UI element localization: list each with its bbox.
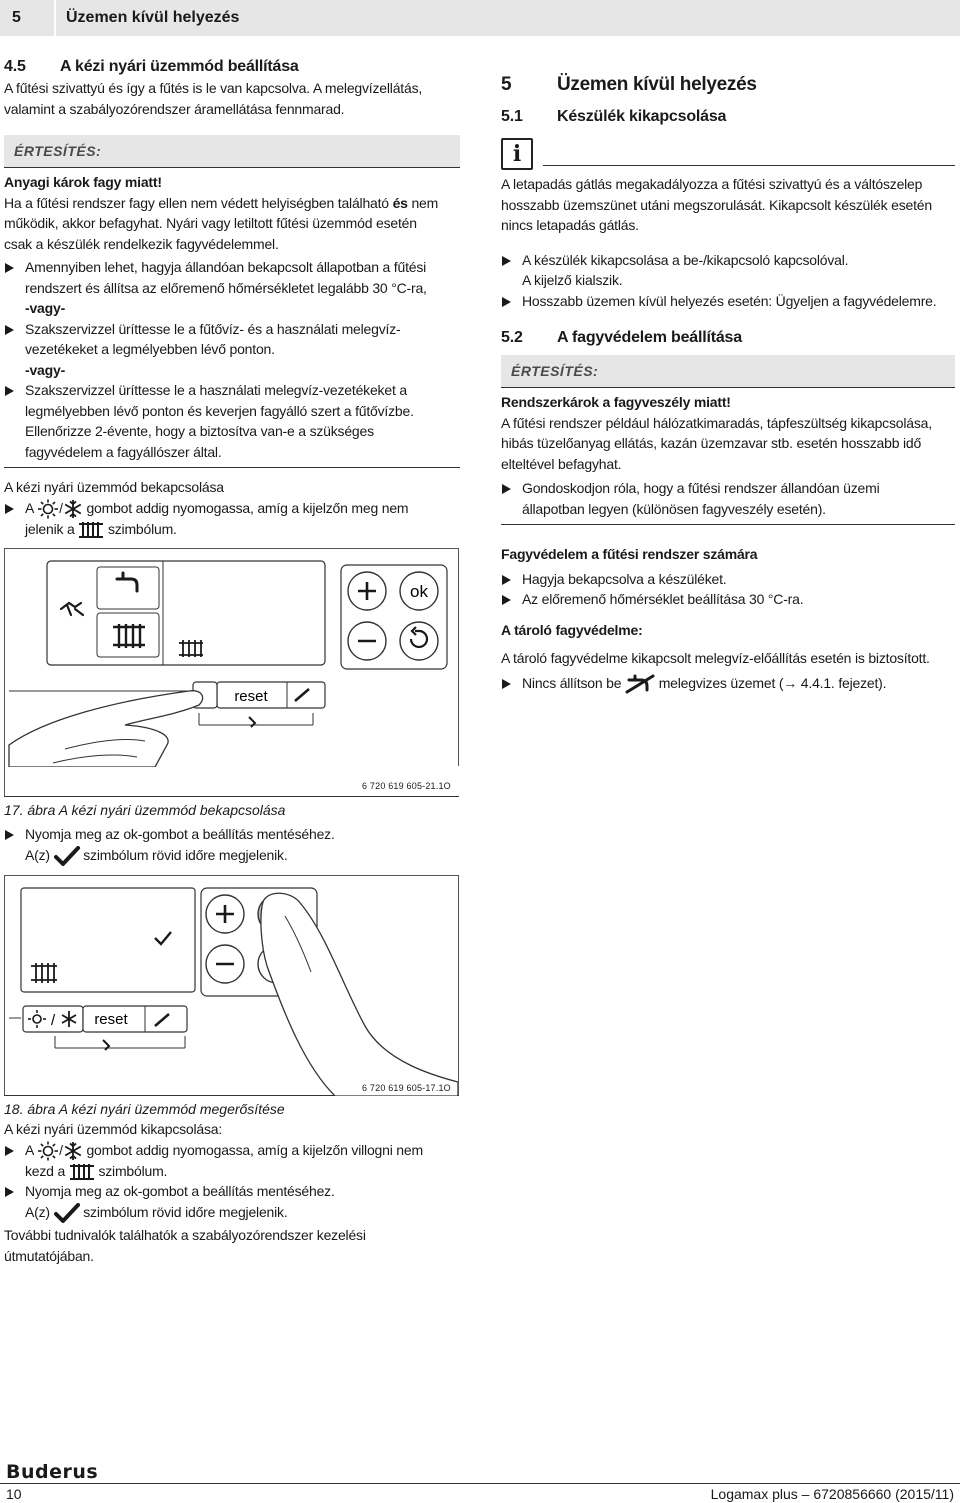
figure-18-ref: 6 720 619 605-17.1O <box>362 1083 451 1094</box>
notice-label: ÉRTESÍTÉS: <box>501 355 955 387</box>
left-column <box>4 56 460 1266</box>
figure-17 <box>4 548 459 766</box>
notice-steps <box>501 478 955 519</box>
section-number: 4.5 <box>4 58 26 75</box>
sun-icon <box>37 499 59 519</box>
notice-text: hibás tüzelőanyag ellátás, kazán üzemzavar stb. esetén hosszabb idő <box>501 435 922 451</box>
info-text: hosszabb üzemszünet utáni megszorulását. Kikapcsolt készülék esetén <box>501 196 932 213</box>
section-5-1-heading: 5.1 Készülék kikapcsolása <box>501 108 727 125</box>
step-item: Amennyiben lehet, hagyja állandóan bekapcsolt állapotban a fűtési rendszert és állítsa az előremenő hőmérsékletet legalább 30 °C-ra, <box>4 257 460 298</box>
section-5-2-heading: 5.2 A fagyvédelem beállítása <box>501 329 742 346</box>
figure-18 <box>4 875 459 1095</box>
page-number: 10 <box>6 1486 22 1502</box>
step-item: Szakszervizzel üríttesse le a használati melegvíz-vezetékeket a legmélyebben lévő ponton és keverjen fagyálló szert a fűtővízbe. Ellenőrizze 2-évente, hogy a biztosítva van-e a szükséges fagyvédelem a fagyállószer által. <box>4 380 460 462</box>
intro-line: valamint a szabályozórendszer áramellátása fennmarad. <box>4 100 345 117</box>
or-separator: -vagy- <box>25 361 66 378</box>
step-item: Nyomja meg az ok-gombot a beállítás mentéséhez. A(z) szimbólum rövid időre megjelenik. <box>4 1181 460 1223</box>
section-4-5-heading <box>4 56 460 78</box>
section-5-heading: 5 Üzemen kívül helyezés <box>501 74 757 95</box>
info-text: A letapadás gátlás megakadályozza a fűtési szivattyú és a váltószelep <box>501 176 923 192</box>
notice-text: Ha a fűtési rendszer fagy ellen nem védett helyiségben található és nem <box>4 194 439 211</box>
notice-text: A fűtési rendszer például hálózatkimaradás, tápfeszültség kikapcsolása, <box>501 414 932 431</box>
header-section-number: 5 <box>0 0 56 36</box>
radiator-icon <box>78 521 104 539</box>
checkmark-icon <box>54 1203 80 1223</box>
footer-divider <box>0 1483 960 1484</box>
notice-title: Rendszerkárok a fagyveszély miatt! <box>501 394 731 410</box>
save-steps <box>4 824 460 866</box>
info-notice <box>501 138 955 170</box>
sun-icon <box>37 1141 59 1161</box>
boiler-confirm-illustration <box>5 876 458 1096</box>
notice-label: ÉRTESÍTÉS: <box>4 135 460 167</box>
notice-title: Anyagi károk fagy miatt! <box>4 174 162 190</box>
step-item: A / gombot addig nyomogassa, amíg a kijelzőn villogni nem kezd a szimbólum. <box>4 1140 460 1182</box>
more-info-line: További tudnivalók találhatók a szabályozórendszer kezelési <box>4 1227 366 1244</box>
heating-frost-title: Fagyvédelem a fűtési rendszer számára <box>501 546 758 562</box>
notice-divider <box>4 167 460 168</box>
snowflake-icon <box>63 499 83 519</box>
arrow-icon: → <box>783 674 798 691</box>
buderus-logo: Buderus <box>6 1461 99 1483</box>
step-item: A / gombot addig nyomogassa, amíg a kijelzőn meg nem jelenik a szimbólum. <box>4 498 460 540</box>
notice-text: elteltével befagyhat. <box>501 455 622 472</box>
tank-frost-steps <box>501 673 955 694</box>
radiator-icon <box>69 1163 95 1181</box>
more-info-line: útmutatójában. <box>4 1247 94 1264</box>
boiler-control-panel-illustration <box>5 549 458 767</box>
figure-17-ref: 6 720 619 605-21.1O <box>362 781 451 792</box>
step-item: Nyomja meg az ok-gombot a beállítás mentéséhez. A(z) szimbólum rövid időre megjelenik. <box>4 824 460 866</box>
notice-text: működik, akkor befagyhat. Nyári vagy letiltott fűtési üzemmód esetén <box>4 215 417 231</box>
figure-18-caption: 18. ábra A kézi nyári üzemmód megerősítése <box>4 1101 285 1118</box>
reset-button-label: reset <box>234 688 268 706</box>
figure-17-caption: 17. ábra A kézi nyári üzemmód bekapcsolása <box>4 802 286 819</box>
step-item: Hosszabb üzemen kívül helyezés esetén: Ügyeljen a fagyvédelemre. <box>501 291 955 312</box>
on-title: A kézi nyári üzemmód bekapcsolása <box>4 479 224 495</box>
svg-text:/: / <box>51 1012 56 1030</box>
step-item: Az előremenő hőmérséklet beállítása 30 °C-ra. <box>501 589 955 610</box>
frost-steps <box>4 257 460 462</box>
off-title: A kézi nyári üzemmód kikapcsolása: <box>4 1121 223 1138</box>
tap-crossed-icon <box>625 674 655 694</box>
tank-frost-text: A tároló fagyvédelme kikapcsolt melegvíz-előállítás esetén is biztosított. <box>501 650 930 666</box>
info-divider <box>543 165 955 166</box>
page-header <box>0 0 960 36</box>
header-section-title: Üzemen kívül helyezés <box>66 9 240 26</box>
heating-frost-steps <box>501 569 955 610</box>
right-column <box>501 72 955 694</box>
step-item: Hagyja bekapcsolva a készüléket. <box>501 569 955 590</box>
section-title: A kézi nyári üzemmód beállítása <box>60 58 299 75</box>
checkmark-icon <box>54 846 80 866</box>
intro-line: A fűtési szivattyú és így a fűtés is le van kapcsolva. A melegvízellátás, <box>4 80 423 96</box>
step-item: Gondoskodjon róla, hogy a fűtési rendszer állandóan üzemi állapotban legyen (különösen fagyveszély esetén). <box>501 478 955 519</box>
document-reference: Logamax plus – 6720856660 (2015/11) <box>710 1486 954 1502</box>
or-separator: -vagy- <box>25 300 66 316</box>
snowflake-icon <box>63 1141 83 1161</box>
step-item: A készülék kikapcsolása a be-/kikapcsoló kapcsolóval. A kijelző kialszik. <box>501 250 955 291</box>
tank-frost-title: A tároló fagyvédelme: <box>501 621 643 638</box>
ok-button-label: ok <box>410 582 428 602</box>
figure-frame-left <box>4 766 5 796</box>
off-steps <box>4 1140 460 1224</box>
notice-text: csak a készülék rendelkezik fagyvédelemmel. <box>4 235 279 252</box>
on-steps <box>4 498 460 540</box>
shutdown-steps <box>501 250 955 312</box>
step-item: Szakszervizzel üríttesse le a fűtővíz- és a használati melegvíz- vezetékeket a legmélyebben lévő ponton. <box>4 319 460 360</box>
info-text: nincs letapadás gátlás. <box>501 217 639 233</box>
step-item: Nincs állítson be melegvizes üzemet (→ 4.4.1. fejezet). <box>501 673 955 694</box>
reset-button-label: reset <box>94 1011 128 1029</box>
notice-divider <box>501 387 955 388</box>
info-icon: i <box>501 138 533 170</box>
